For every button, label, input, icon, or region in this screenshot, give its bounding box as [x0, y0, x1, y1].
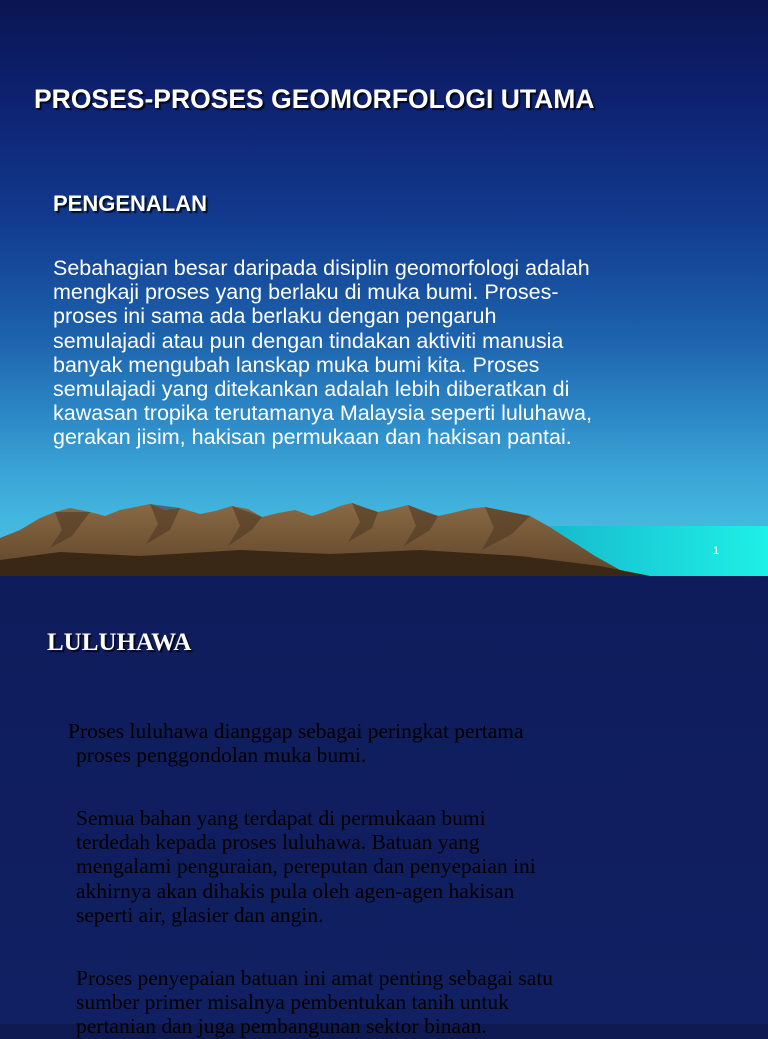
- paragraph-line: akhirnya akan dihakis pula oleh agen-agen hakisan: [76, 878, 515, 903]
- body-line: semulajadi atau pun dengan tindakan aktiviti manusia: [53, 328, 564, 353]
- slide-1-subtitle: PENGENALAN: [53, 191, 208, 216]
- body-line: Sebahagian besar daripada disiplin geomorfologi adalah: [53, 256, 590, 280]
- body-line: proses ini sama ada berlaku dengan pengaruh: [53, 304, 497, 329]
- slide-1-title: PROSES-PROSES GEOMORFOLOGI UTAMA: [34, 84, 595, 114]
- body-line: mengkaji proses yang berlaku di muka bumi. Proses-: [53, 280, 559, 305]
- slide-2-paragraph-3: [76, 966, 553, 1039]
- page-number: 1: [713, 545, 720, 557]
- paragraph-line: sumber primer misalnya pembentukan tanih untuk: [76, 990, 509, 1015]
- paragraph-line: Semua bahan yang terdapat di permukaan bumi: [76, 806, 486, 830]
- slide-2-paragraph-2: [76, 806, 536, 927]
- paragraph-line: terdedah kepada proses luluhawa. Batuan yang: [76, 830, 480, 855]
- body-line: semulajadi yang ditekankan adalah lebih diberatkan di: [53, 377, 570, 402]
- slide-1-body: [53, 256, 753, 450]
- slide-2-title: LULUHAWA: [47, 629, 192, 656]
- paragraph-line: mengalami penguraian, pereputan dan penyepaian ini: [76, 854, 536, 879]
- paragraph-line: Proses penyepaian batuan ini amat penting sebagai satu: [76, 966, 554, 990]
- paragraph-line: pertanian dan juga pembangunan sektor binaan.: [76, 1014, 487, 1039]
- body-line: gerakan jisim, hakisan permukaan dan hakisan pantai.: [53, 425, 572, 450]
- paragraph-line: proses penggondolan muka bumi.: [76, 743, 367, 768]
- slide-2-paragraph-1: [68, 719, 524, 767]
- body-line: banyak mengubah lanskap muka bumi kita. Proses: [53, 352, 540, 377]
- body-line: kawasan tropika terutamanya Malaysia seperti luluhawa,: [53, 401, 592, 426]
- mountain-landscape-illustration: [0, 500, 768, 576]
- paragraph-line: seperti air, glasier dan angin.: [76, 902, 324, 927]
- paragraph-line: Proses luluhawa dianggap sebagai peringkat pertama: [68, 719, 524, 743]
